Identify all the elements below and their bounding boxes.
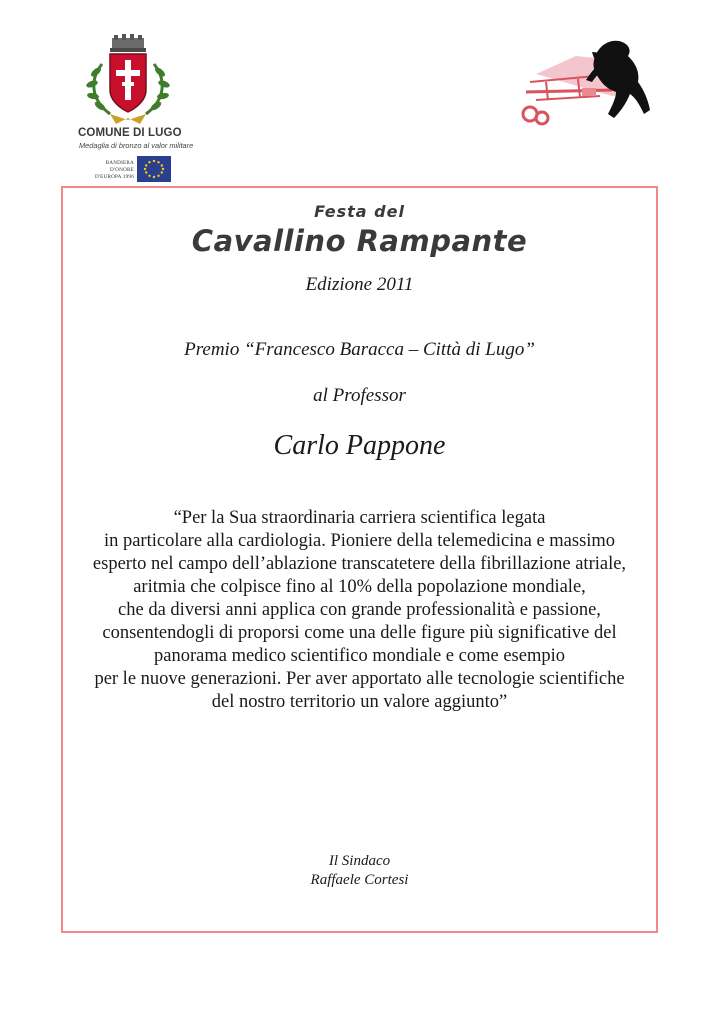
motivation-line: panorama medico scientifico mondiale e come esempio	[154, 646, 565, 666]
certificate-frame	[61, 186, 658, 933]
coat-of-arms-icon	[80, 34, 176, 126]
motivation-line: in particolare alla cardiologia. Pioniere della telemedicina e massimo	[103, 531, 616, 551]
award-name: Premio “Francesco Baracca – Città di Lugo”	[184, 339, 535, 360]
bandiera-line2: D'EUROPA 1996	[95, 174, 134, 180]
motivation-line: che da diversi anni applica con grande professionalità e passione,	[118, 600, 601, 620]
title-cavallino-rampante: Cavallino Rampante	[191, 224, 528, 258]
signature-name: Raffaele Cortesi	[310, 872, 409, 888]
motivation-line: del nostro territorio un valore aggiunto”	[211, 692, 508, 712]
comune-logo	[68, 34, 186, 130]
recipient-name: Carlo Pappone	[273, 430, 446, 461]
motivation-line: aritmia che colpisce fino al 10% della popolazione mondiale,	[133, 577, 586, 597]
motivation-line: “Per la Sua straordinaria carriera scientifica legata	[173, 508, 546, 528]
motivation-line: consentendogli di proporsi come una delle figure più significative del	[102, 623, 617, 643]
signature-block	[63, 852, 656, 890]
comune-motto: Medaglia di bronzo al valor militare	[79, 141, 194, 150]
eu-flag-icon	[137, 156, 171, 182]
motivation-text	[63, 507, 656, 714]
signature-role: Il Sindaco	[328, 853, 391, 869]
motivation-line: per le nuove generazioni. Per aver apportato alle tecnologie scientifiche	[94, 669, 625, 689]
prancing-horse-icon	[516, 34, 656, 130]
bandiera-line1: BANDIERA D'ONORE	[105, 160, 134, 173]
motivation-line: esperto nel campo dell’ablazione transcatetere della fibrillazione atriale,	[92, 554, 627, 574]
bandiera-label	[88, 160, 134, 181]
title-festa-del: Festa del	[314, 202, 405, 221]
comune-name: COMUNE DI LUGO	[78, 127, 182, 139]
recipient-prefix: al Professor	[313, 385, 406, 406]
edition-label: Edizione 2011	[305, 274, 414, 295]
